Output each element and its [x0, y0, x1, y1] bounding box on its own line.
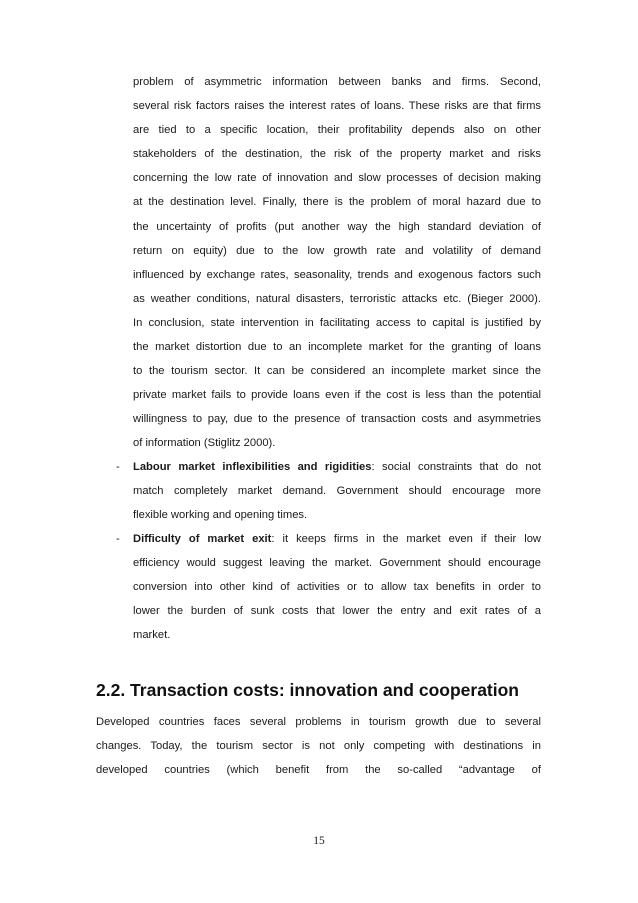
- text-line: the market distortion due to an incomplete market for the granting of loans: [133, 341, 541, 354]
- bullet-dash: -: [116, 461, 120, 473]
- intro-paragraph: [133, 70, 541, 456]
- bullet-first-line: [133, 455, 541, 479]
- bullet-term: Labour market inflexibilities and rigidities: [133, 461, 372, 473]
- text-line: willingness to pay, due to the presence of transaction costs and asymmetries: [133, 413, 541, 426]
- text-line: Developed countries faces several problems in tourism growth due to several: [96, 716, 541, 728]
- text-line: to the tourism sector. It can be considered an incomplete market since the: [133, 365, 541, 378]
- text-line: match completely market demand. Government should encourage more: [133, 485, 541, 498]
- text-line: changes. Today, the tourism sector is not only competing with destinations in: [96, 740, 541, 753]
- text-line: as weather conditions, natural disasters, terroristic attacks etc. (Bieger 2000).: [133, 292, 541, 305]
- text-line: return on equity) due to the low growth rate and volatility of demand: [133, 244, 541, 257]
- page-number: 15: [313, 835, 325, 847]
- text-line: at the destination level. Finally, there is the problem of moral hazard due to: [133, 196, 541, 209]
- bullet-text: : it keeps firms in the market even if their low: [271, 533, 541, 545]
- text-line: private market fails to provide loans even if the cost is less than the potential: [133, 389, 541, 402]
- text-line: efficiency would suggest leaving the market. Government should encourage: [133, 557, 541, 570]
- bullet-first-line: [133, 527, 541, 551]
- text-line: problem of asymmetric information between banks and firms. Second,: [133, 76, 541, 88]
- text-line: developed countries (which benefit from the so-called “advantage of: [96, 764, 541, 777]
- text-line: flexible working and opening times.: [133, 509, 308, 522]
- section-heading: 2.2. Transaction costs: innovation and cooperation: [96, 680, 519, 700]
- text-line: concerning the low rate of innovation and slow processes of decision making: [133, 172, 541, 185]
- text-line: the uncertainty of profits (put another way the high standard deviation of: [133, 220, 541, 233]
- text-line: lower the burden of sunk costs that lower the entry and exit rates of a: [133, 605, 541, 618]
- bullet-term: Difficulty of market exit: [133, 533, 272, 545]
- text-line: of information (Stiglitz 2000).: [133, 437, 276, 450]
- text-line: conversion into other kind of activities or to allow tax benefits in order to: [133, 581, 541, 594]
- section-paragraph: [96, 710, 541, 782]
- text-line: In conclusion, state intervention in facilitating access to capital is justified by: [133, 316, 541, 329]
- bullet-dash: -: [116, 533, 120, 545]
- bullet-text: : social constraints that do not: [371, 461, 541, 473]
- text-line: influenced by exchange rates, seasonality, trends and exogenous factors such: [133, 268, 541, 281]
- text-line: are tied to a specific location, their profitability depends also on other: [133, 124, 541, 137]
- text-line: stakeholders of the destination, the risk of the property market and risks: [133, 148, 541, 161]
- text-line: market.: [133, 629, 171, 642]
- text-line: several risk factors raises the interest rates of loans. These risks are that firms: [133, 100, 541, 113]
